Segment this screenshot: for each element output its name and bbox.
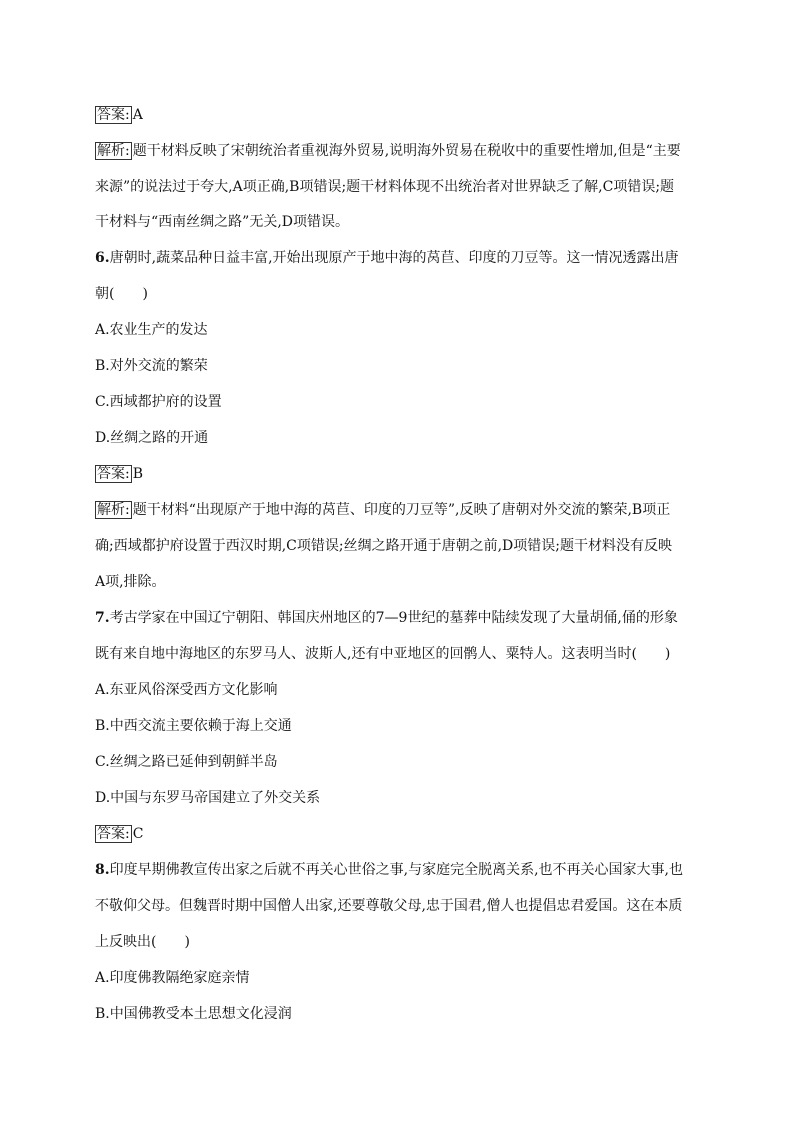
- analysis-label: 解析:: [97, 502, 130, 518]
- q6-answer-value: B: [132, 466, 144, 482]
- q5-analysis-line-2: 来源”的说法过于夸大,A项正确,B项错误;题干材料体现不出统治者对世界缺乏了解,C项错误;题: [95, 179, 675, 195]
- analysis-label: 解析:: [97, 143, 130, 159]
- q8-option-b: B.中国佛教受本土思想文化浸润: [95, 1006, 292, 1022]
- answer-label: 答案:: [97, 466, 130, 482]
- q5-answer-value: A: [132, 107, 143, 123]
- q5-analysis-line-1: [95, 142, 705, 160]
- q8-stem-text-1: 印度早期佛教宣传出家之后就不再关心世俗之事,与家庭完全脱离关系,也不再关心国家大事,也: [109, 862, 683, 878]
- q7-option-b: B.中西交流主要依赖于海上交通: [95, 718, 292, 734]
- q6-number: 6.: [95, 250, 110, 266]
- q8-option-a: A.印度佛教隔绝家庭亲情: [95, 970, 250, 986]
- q5-answer-line: [95, 106, 705, 124]
- q7-stem-line-2: 既有来自地中海地区的东罗马人、波斯人,还有中亚地区的回鹘人、粟特人。这表明当时( ): [95, 646, 671, 662]
- q7-stem-text-1: 考古学家在中国辽宁朝阳、韩国庆州地区的7—9世纪的墓葬中陆续发现了大量胡俑,俑的形象: [109, 610, 678, 626]
- q8-stem-line-3: 上反映出( ): [95, 934, 190, 950]
- q8-number: 8.: [95, 862, 110, 878]
- q5-analysis-text-1: 题干材料反映了宋朝统治者重视海外贸易,说明海外贸易在税收中的重要性增加,但是“主要: [132, 143, 681, 159]
- answer-label: 答案:: [97, 107, 130, 123]
- q6-stem-line-1: [95, 249, 705, 267]
- q8-stem-line-2: 不敬仰父母。但魏晋时期中国僧人出家,还要尊敬父母,忠于国君,僧人也提倡忠君爱国。这在本质: [95, 898, 683, 914]
- q8-stem-line-1: [95, 861, 705, 879]
- q7-option-d: D.中国与东罗马帝国建立了外交关系: [95, 790, 321, 806]
- q7-number: 7.: [95, 610, 110, 626]
- q6-stem-text-1: 唐朝时,蔬菜品种日益丰富,开始出现原产于地中海的莴苣、印度的刀豆等。这一情况透露出唐: [109, 250, 679, 266]
- q7-option-a: A.东亚风俗深受西方文化影响: [95, 682, 278, 698]
- q6-option-c: C.西域都护府的设置: [95, 394, 222, 410]
- q6-answer-line: [95, 465, 705, 483]
- q7-stem-line-1: [95, 609, 705, 627]
- q7-answer-line: [95, 825, 705, 843]
- q5-analysis-line-3: 干材料与“西南丝绸之路”无关,D项错误。: [95, 214, 349, 230]
- q6-stem-line-2: 朝( ): [95, 286, 148, 302]
- answer-label: 答案:: [97, 826, 130, 842]
- q6-analysis-line-1: [95, 501, 705, 519]
- q6-analysis-line-3: A项,排除。: [95, 574, 166, 590]
- q7-option-c: C.丝绸之路已延伸到朝鲜半岛: [95, 754, 278, 770]
- q6-option-d: D.丝绸之路的开通: [95, 430, 209, 446]
- q6-analysis-line-2: 确;西域都护府设置于西汉时期,C项错误;丝绸之路开通于唐朝之前,D项错误;题干材料没有反映: [95, 538, 672, 554]
- q6-option-a: A.农业生产的发达: [95, 322, 208, 338]
- q6-option-b: B.对外交流的繁荣: [95, 358, 208, 374]
- q6-analysis-text-1: 题干材料“出现原产于地中海的莴苣、印度的刀豆等”,反映了唐朝对外交流的繁荣,B项正: [132, 502, 671, 518]
- q7-answer-value: C: [132, 826, 144, 842]
